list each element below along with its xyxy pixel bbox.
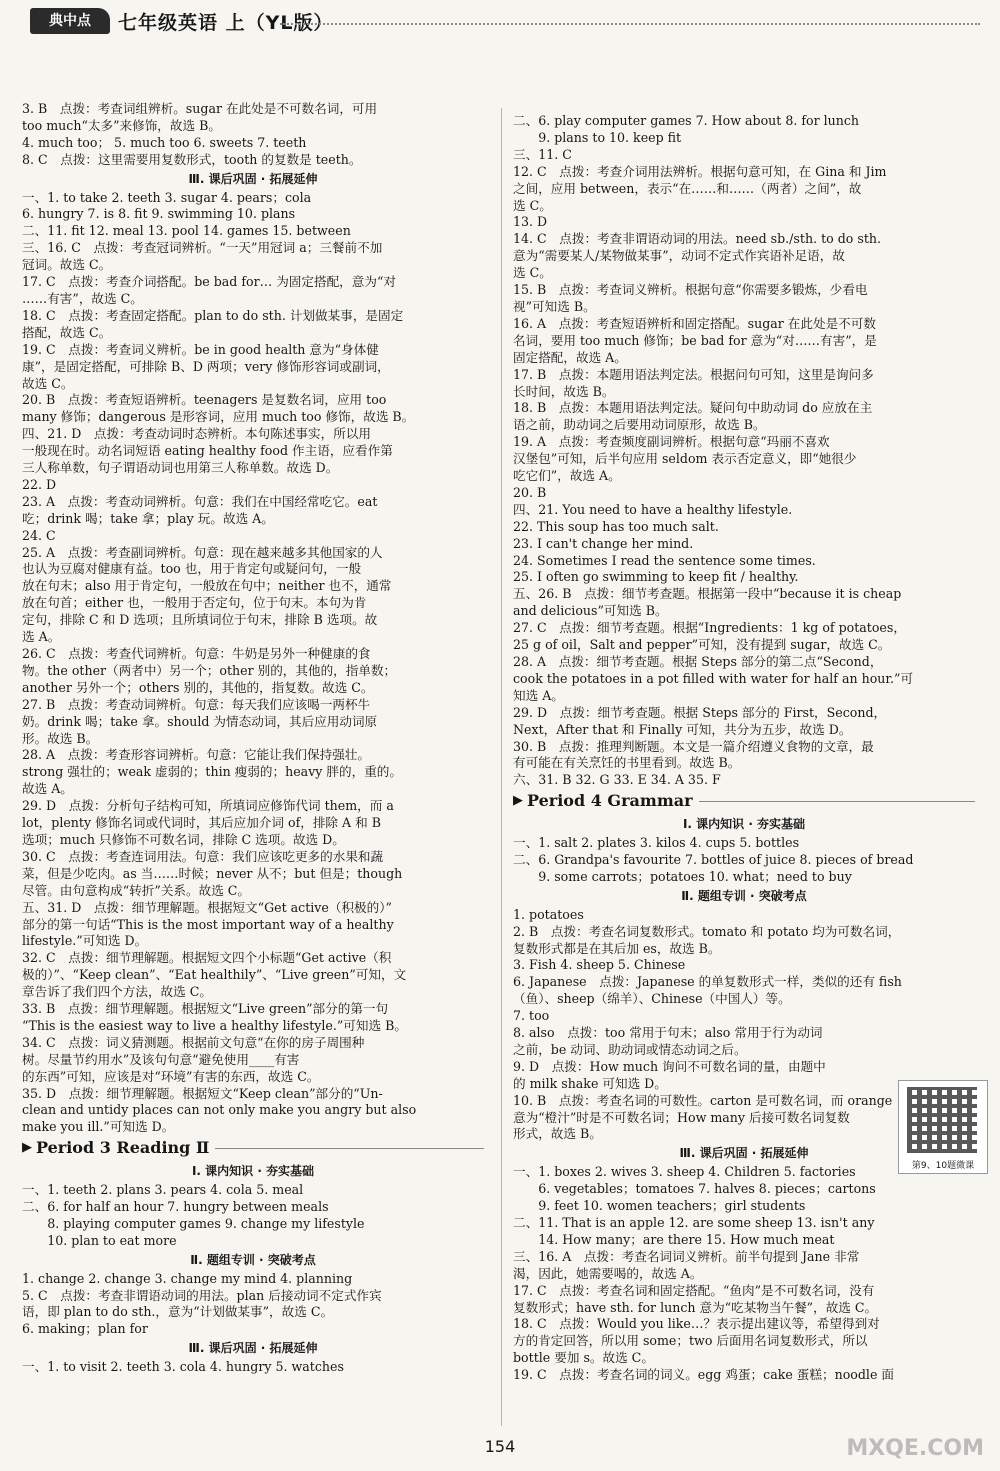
- answer-line: too much“太多”来修饰，故选 B。: [22, 117, 221, 133]
- answer-line: （鱼）、sheep（绵羊）、Chinese（中国人）等。: [513, 991, 791, 1007]
- answer-line: “This is the easiest way to live a healthy lifestyle.”可知选 B。: [22, 1017, 407, 1033]
- answer-line: 10. plan to eat more: [22, 1232, 177, 1248]
- answer-line: 固定搭配，故选 A。: [513, 349, 627, 365]
- period-heading: [513, 793, 975, 810]
- answer-line: make you ill.”可知选 D。: [22, 1119, 175, 1135]
- answer-line: 长时间，故选 B。: [513, 383, 615, 399]
- answer-line: 放在句末；also 用于肯定句，一般放在句中；neither 也不，通常: [22, 578, 392, 594]
- period-title: Period 3 Reading Ⅱ: [36, 1138, 210, 1158]
- page-number: 154: [484, 1437, 516, 1456]
- answer-line: 14. How many；are there 15. How much meat: [513, 1231, 835, 1247]
- answer-line: 冠词。故选 C。: [22, 257, 112, 273]
- section-heading: Ⅲ. 课后巩固 · 拓展延伸: [188, 1341, 318, 1356]
- answer-line: 视”可知选 B。: [513, 298, 596, 314]
- answer-line: 15. B 点拨：考查词义辨析。根据句意“你需要多锻炼，少看电: [513, 282, 868, 298]
- qr-caption: 第9、10题微课: [911, 1161, 975, 1171]
- answer-line: 极的）”、“Keep clean”、“Eat healthily”、“Live green”可知，文: [22, 967, 407, 983]
- answer-line: 34. C 点拨：词义猜测题。根据前文句意“在你的房子周围种: [22, 1034, 365, 1050]
- answer-line: 1. potatoes: [513, 906, 584, 922]
- period-rule: [699, 801, 975, 802]
- section-heading: Ⅲ. 课后巩固 · 拓展延伸: [188, 171, 318, 186]
- answer-line: 4. much too； 5. much too 6. sweets 7. teeth: [22, 134, 307, 150]
- answer-line: 10. B 点拨：考查名词的可数性。carton 是可数名词，而 orange: [513, 1092, 893, 1108]
- answer-line: 方的肯定回答，所以用 some；two 后面用名词复数形式，所以: [513, 1333, 868, 1349]
- answer-line: 一般现在时。动名词短语 eating healthy food 作主语，应看作第: [22, 443, 393, 459]
- answer-line: 复数形式都是在其后加 es，故选 B。: [513, 940, 721, 956]
- answer-line: 30. B 点拨：推理判断题。本文是一篇介绍遵义食物的文章，最: [513, 738, 874, 754]
- answer-line: 奶。drink 喝；take 拿。should 为情态动词，其后应用动词原: [22, 713, 378, 729]
- answer-line: 18. C 点拨：考查固定搭配。plan to do sth. 计划做某事，是固定: [22, 307, 404, 323]
- answer-line: 23. I can't change her mind.: [513, 535, 694, 551]
- answer-line: 27. C 点拨：细节考查题。根据“Ingredients：1 kg of potatoes，: [513, 620, 906, 636]
- answer-line: 27. B 点拨：考查动词辨析。句意：每天我们应该喝一两杯牛: [22, 696, 371, 712]
- answer-line: 28. A 点拨：考查形容词辨析。句意：它能让我们保持强壮。: [22, 747, 370, 763]
- answer-line: 六、31. B 32. G 33. E 34. A 35. F: [513, 772, 721, 788]
- answer-line: 二、6. for half an hour 7. hungry between meals: [22, 1199, 329, 1214]
- answer-line: 三、16. C 点拨：考查冠词辨析。“一天”用冠词 a；三餐前不加: [22, 240, 383, 256]
- answer-line: 语，即 plan to do sth.，意为“计划做某事”，故选 C。: [22, 1304, 334, 1320]
- column-divider: [501, 108, 502, 1426]
- answer-line: 6. vegetables；tomatoes 7. halves 8. pieces；cartons: [513, 1181, 876, 1197]
- answer-line: many 修饰；dangerous 是形容词，应用 much too 修饰，故选 B。: [22, 409, 415, 425]
- answer-line: 定句，排除 C 和 D 选项；且所填词位于句末，排除 B 选项。故: [22, 612, 378, 628]
- answer-line: 6. making；plan for: [22, 1321, 148, 1337]
- answer-line: 复数形式；have sth. for lunch 意为“吃某物当午餐”，故选 C。: [513, 1299, 878, 1315]
- triangle-icon: ▶: [22, 1140, 32, 1156]
- answer-line: 14. C 点拨：考查非谓语动词的用法。need sb./sth. to do sth.: [513, 231, 881, 247]
- answer-line: 选 C。: [513, 265, 552, 281]
- answer-line: 6. Japanese 点拨：Japanese 的单复数形式一样，类似的还有 fish: [513, 974, 902, 990]
- answer-line: 吃；drink 喝；take 拿；play 玩。故选 A。: [22, 510, 274, 526]
- answer-line: 之间，应用 between，表示“在……和……（两者）之间”，故: [513, 180, 862, 196]
- answer-line: 的 milk shake 可知选 D。: [513, 1075, 667, 1091]
- answer-line: 四、21. You need to have a healthy lifestyle.: [513, 501, 793, 517]
- answer-line: 5. C 点拨：考查非谓语动词的用法。plan 后接动词不定式作宾: [22, 1287, 382, 1303]
- answer-line: 3. B 点拨：考查词组辨析。sugar 在此处是不可数名词，可用: [22, 101, 378, 116]
- answer-line: 8. also 点拨：too 常用于句末；also 常用于行为动词: [513, 1025, 823, 1041]
- answer-line: 19. A 点拨：考查频度副词辨析。根据句意“玛丽不喜欢: [513, 434, 830, 450]
- answer-line: ……有害”，故选 C。: [22, 290, 143, 306]
- section-heading: Ⅰ. 课内知识 · 夯实基础: [191, 1164, 315, 1179]
- answer-line: cook the potatoes in a pot filled with water for half an hour.”可: [513, 670, 914, 686]
- answer-line: 故选 A。: [22, 781, 73, 797]
- answer-line: 一、1. teeth 2. plans 3. pears 4. cola 5. meal: [22, 1182, 304, 1198]
- answer-line: 吃它们”，故选 A。: [513, 468, 621, 484]
- answer-line: 意为“橙汁”时是不可数名词；How many 后接可数名词复数: [513, 1109, 850, 1125]
- answer-line: 30. C 点拨：考查连词用法。句意：我们应该吃更多的水果和蔬: [22, 848, 384, 864]
- answer-line: 康”，是固定搭配，可排除 B、D 两项；very 修饰形容词或副词，: [22, 358, 390, 374]
- answer-line: 也认为豆腐对健康有益。too 也，用于肯定句或疑问句，一般: [22, 561, 362, 577]
- answer-line: 之前，be 动词、助动词或情态动词之后。: [513, 1041, 747, 1057]
- answer-line: 25. A 点拨：考查副词辨析。句意：现在越来越多其他国家的人: [22, 544, 383, 560]
- answer-line: 3. Fish 4. sheep 5. Chinese: [513, 957, 686, 973]
- answer-line: 28. A 点拨：细节考查题。根据 Steps 部分的第二点“Second，: [513, 654, 883, 669]
- answer-line: 一、1. salt 2. plates 3. kilos 4. cups 5. bottles: [513, 835, 800, 851]
- answer-line: 17. C 点拨：考查介词搭配。be bad for… 为固定搭配，意为“对: [22, 274, 396, 290]
- answer-line: 17. C 点拨：考查名词和固定搭配。“鱼肉”是不可数名词，没有: [513, 1282, 875, 1298]
- answer-line: 一、1. to visit 2. teeth 3. cola 4. hungry 5. watches: [22, 1359, 344, 1375]
- watermark: MXQE.COM: [846, 1436, 984, 1461]
- answer-line: 1. change 2. change 3. change my mind 4. planning: [22, 1270, 353, 1286]
- answer-line: 尽管。由句意构成“转折”关系。故选 C。: [22, 882, 251, 898]
- answer-line: lot，plenty 修饰名词或代词时，其后应加介词 of，排除 A 和 B: [22, 815, 381, 831]
- answer-line: 23. A 点拨：考查动词辨析。句意：我们在中国经常吃它。eat: [22, 493, 378, 509]
- answer-line: 选 C。: [513, 197, 552, 213]
- answer-line: 29. D 点拨：分析句子结构可知，所填词应修饰代词 them，而 a: [22, 798, 394, 814]
- answer-line: 知选 A。: [513, 687, 564, 703]
- answer-line: 四、21. D 点拨：考查动词时态辨析。本句陈述事实，所以用: [22, 426, 371, 442]
- answer-line: 33. B 点拨：细节理解题。根据短文“Live green”部分的第一句: [22, 1001, 389, 1017]
- answer-line: 的东西”可知，应该是对“环境”有害的东西，故选 C。: [22, 1068, 320, 1084]
- answer-line: 7. too: [513, 1008, 550, 1024]
- answer-line: strong 强壮的；weak 虚弱的；thin 瘦弱的；heavy 胖的，重的。: [22, 764, 402, 780]
- answer-line: 19. C 点拨：考查词义辨析。be in good health 意为“身体健: [22, 341, 379, 357]
- section-heading: Ⅱ. 题组专训 · 突破考点: [681, 888, 807, 903]
- answer-line: and delicious”可知选 B。: [513, 603, 668, 619]
- qr-code-icon: [907, 1087, 977, 1153]
- answer-line: 9. feet 10. women teachers；girl students: [513, 1198, 806, 1214]
- answer-line: 二、11. That is an apple 12. are some sheep 13. isn't any: [513, 1215, 875, 1230]
- answer-line: another 另外一个；others 别的，其他的，指复数。故选 C。: [22, 679, 374, 695]
- series-logo: 典中点: [30, 8, 110, 34]
- right-column: [513, 113, 975, 1384]
- answer-line: 6. hungry 7. is 8. fit 9. swimming 10. plans: [22, 206, 296, 222]
- answer-line: 三、16. A 点拨：考查名词词义辨析。前半句提到 Jane 非常: [513, 1248, 860, 1264]
- answer-line: 9. D 点拨：How much 询问不可数名词的量，由题中: [513, 1058, 826, 1074]
- answer-line: 二、11. fit 12. meal 13. pool 14. games 15. between: [22, 223, 351, 239]
- period-heading: [22, 1140, 484, 1157]
- answer-line: 25. I often go swimming to keep fit / healthy.: [513, 569, 799, 585]
- answer-line: 搭配，故选 C。: [22, 324, 112, 340]
- answer-line: Next，After that 和 Finally 可知，共分为五步，故选 D。: [513, 721, 852, 737]
- answer-line: 29. D 点拨：细节考查题。根据 Steps 部分的 First，Second，: [513, 704, 887, 720]
- answer-line: 章告诉了我们四个方法，故选 C。: [22, 984, 212, 1000]
- answer-line: 8. playing computer games 9. change my lifestyle: [22, 1215, 365, 1231]
- header-rule: [280, 23, 980, 25]
- answer-line: 菜，但是少吃肉。as 当……时候；never 从不；but 但是；though: [22, 865, 403, 881]
- answer-line: 名词，要用 too much 修饰；be bad for 意为“对……有害”，是: [513, 332, 877, 348]
- answer-line: 18. C 点拨：Would you like…？表示提出建议等，希望得到对: [513, 1316, 880, 1332]
- answer-line: bottle 要加 s。故选 C。: [513, 1350, 654, 1366]
- section-heading: Ⅰ. 课内知识 · 夯实基础: [682, 817, 806, 832]
- answer-line: 9. some carrots；potatoes 10. what；need to buy: [513, 868, 852, 884]
- answer-line: 形式，故选 B。: [513, 1126, 602, 1142]
- answer-line: 19. C 点拨：考查名词的词义。egg 鸡蛋；cake 蛋糕；noodle 面: [513, 1367, 894, 1383]
- answer-line: 20. B: [513, 484, 547, 500]
- period-title: Period 4 Grammar: [527, 791, 693, 811]
- answer-line: 放在句首；either 也，一般用于否定句，位于句末。本句为肯: [22, 595, 367, 611]
- answer-line: 有可能在有关烹饪的书里看到。故选 B。: [513, 755, 741, 771]
- answer-line: 二、6. Grandpa's favourite 7. bottles of juice 8. pieces of bread: [513, 851, 914, 867]
- answer-line: 12. C 点拨：考查介词用法辨析。根据句意可知，在 Gina 和 Jim: [513, 163, 887, 179]
- answer-line: 8. C 点拨：这里需要用复数形式，tooth 的复数是 teeth。: [22, 151, 362, 167]
- answer-line: lifestyle.”可知选 D。: [22, 933, 148, 949]
- answer-line: 25 g of oil，Salt and pepper”可知，没有提到 sugar，故选 C。: [513, 637, 891, 653]
- answer-line: 语之前，助动词之后要用动词原形，故选 B。: [513, 417, 766, 433]
- answer-line: 17. B 点拨：本题用语法判定法。根据问句可知，这里是询问多: [513, 366, 874, 382]
- answer-line: 渴，因此，她需要喝的，故选 A。: [513, 1265, 703, 1281]
- left-column: [22, 101, 484, 1376]
- answer-line: 22. This soup has too much salt.: [513, 518, 719, 534]
- answer-line: 26. C 点拨：考查代词辨析。句意：牛奶是另外一种健康的食: [22, 646, 371, 661]
- answer-line: 汉堡包”可知，后半句应用 seldom 表示否定意义，即“她很少: [513, 451, 857, 467]
- triangle-icon: ▶: [513, 793, 523, 809]
- answer-line: 五、31. D 点拨：细节理解题。根据短文“Get active（积极的）”: [22, 899, 392, 915]
- answer-line: 20. B 点拨：考查短语辨析。teenagers 是复数名词，应用 too: [22, 392, 387, 408]
- answer-line: 三、11. C: [513, 146, 572, 162]
- answer-line: 二、6. play computer games 7. How about 8. for lunch: [513, 113, 860, 128]
- section-heading: Ⅲ. 课后巩固 · 拓展延伸: [679, 1146, 809, 1161]
- answer-line: 选 A。: [22, 629, 61, 645]
- answer-line: clean and untidy places can not only make you angry but also: [22, 1102, 417, 1118]
- book-title: 七年级英语 上（YL版）: [118, 12, 334, 34]
- answer-line: 物。the other（两者中）另一个；other 别的，其他的，指单数；: [22, 662, 397, 678]
- answer-line: 选项；much 只修饰不可数名词，排除 C 选项。故选 D。: [22, 831, 345, 847]
- answer-line: 13. D: [513, 214, 548, 230]
- answer-line: 2. B 点拨：考查名词复数形式。tomato 和 potato 均为可数名词，: [513, 923, 901, 939]
- answer-line: 18. B 点拨：本题用语法判定法。疑问句中助动词 do 应放在主: [513, 400, 873, 416]
- answer-line: 树。尽量节约用水”及该句句意“避免使用____有害: [22, 1051, 300, 1067]
- answer-line: 意为“需要某人/某物做某事”，动词不定式作宾语补足语，故: [513, 248, 845, 264]
- answer-line: 22. D: [22, 476, 57, 492]
- period-rule: [215, 1148, 484, 1149]
- answer-line: 部分的第一句话“This is the most important way of a healthy: [22, 916, 394, 932]
- page-header: [30, 6, 980, 40]
- qr-code[interactable]: [898, 1080, 988, 1174]
- answer-line: 16. A 点拨：考查短语辨析和固定搭配。sugar 在此处是不可数: [513, 315, 876, 331]
- answer-line: 35. D 点拨：细节理解题。根据短文“Keep clean”部分的“Un-: [22, 1085, 383, 1101]
- answer-line: 一、1. boxes 2. wives 3. sheep 4. Children 5. factories: [513, 1164, 856, 1180]
- section-heading: Ⅱ. 题组专训 · 突破考点: [190, 1252, 316, 1267]
- answer-line: 24. C: [22, 527, 56, 543]
- answer-line: 故选 C。: [22, 375, 74, 391]
- answer-line: 24. Sometimes I read the sentence some times.: [513, 552, 816, 568]
- answer-line: 形。故选 B。: [22, 730, 99, 746]
- answer-line: 一、1. to take 2. teeth 3. sugar 4. pears；cola: [22, 189, 312, 205]
- answer-line: 三人称单数，句子谓语动词也用第三人称单数。故选 D。: [22, 460, 339, 476]
- answer-line: 9. plans to 10. keep fit: [513, 129, 682, 145]
- answer-line: 五、26. B 点拨：细节考查题。根据第一段中“because it is cheap: [513, 586, 902, 602]
- answer-line: 32. C 点拨：细节理解题。根据短文四个小标题“Get active（积: [22, 950, 392, 966]
